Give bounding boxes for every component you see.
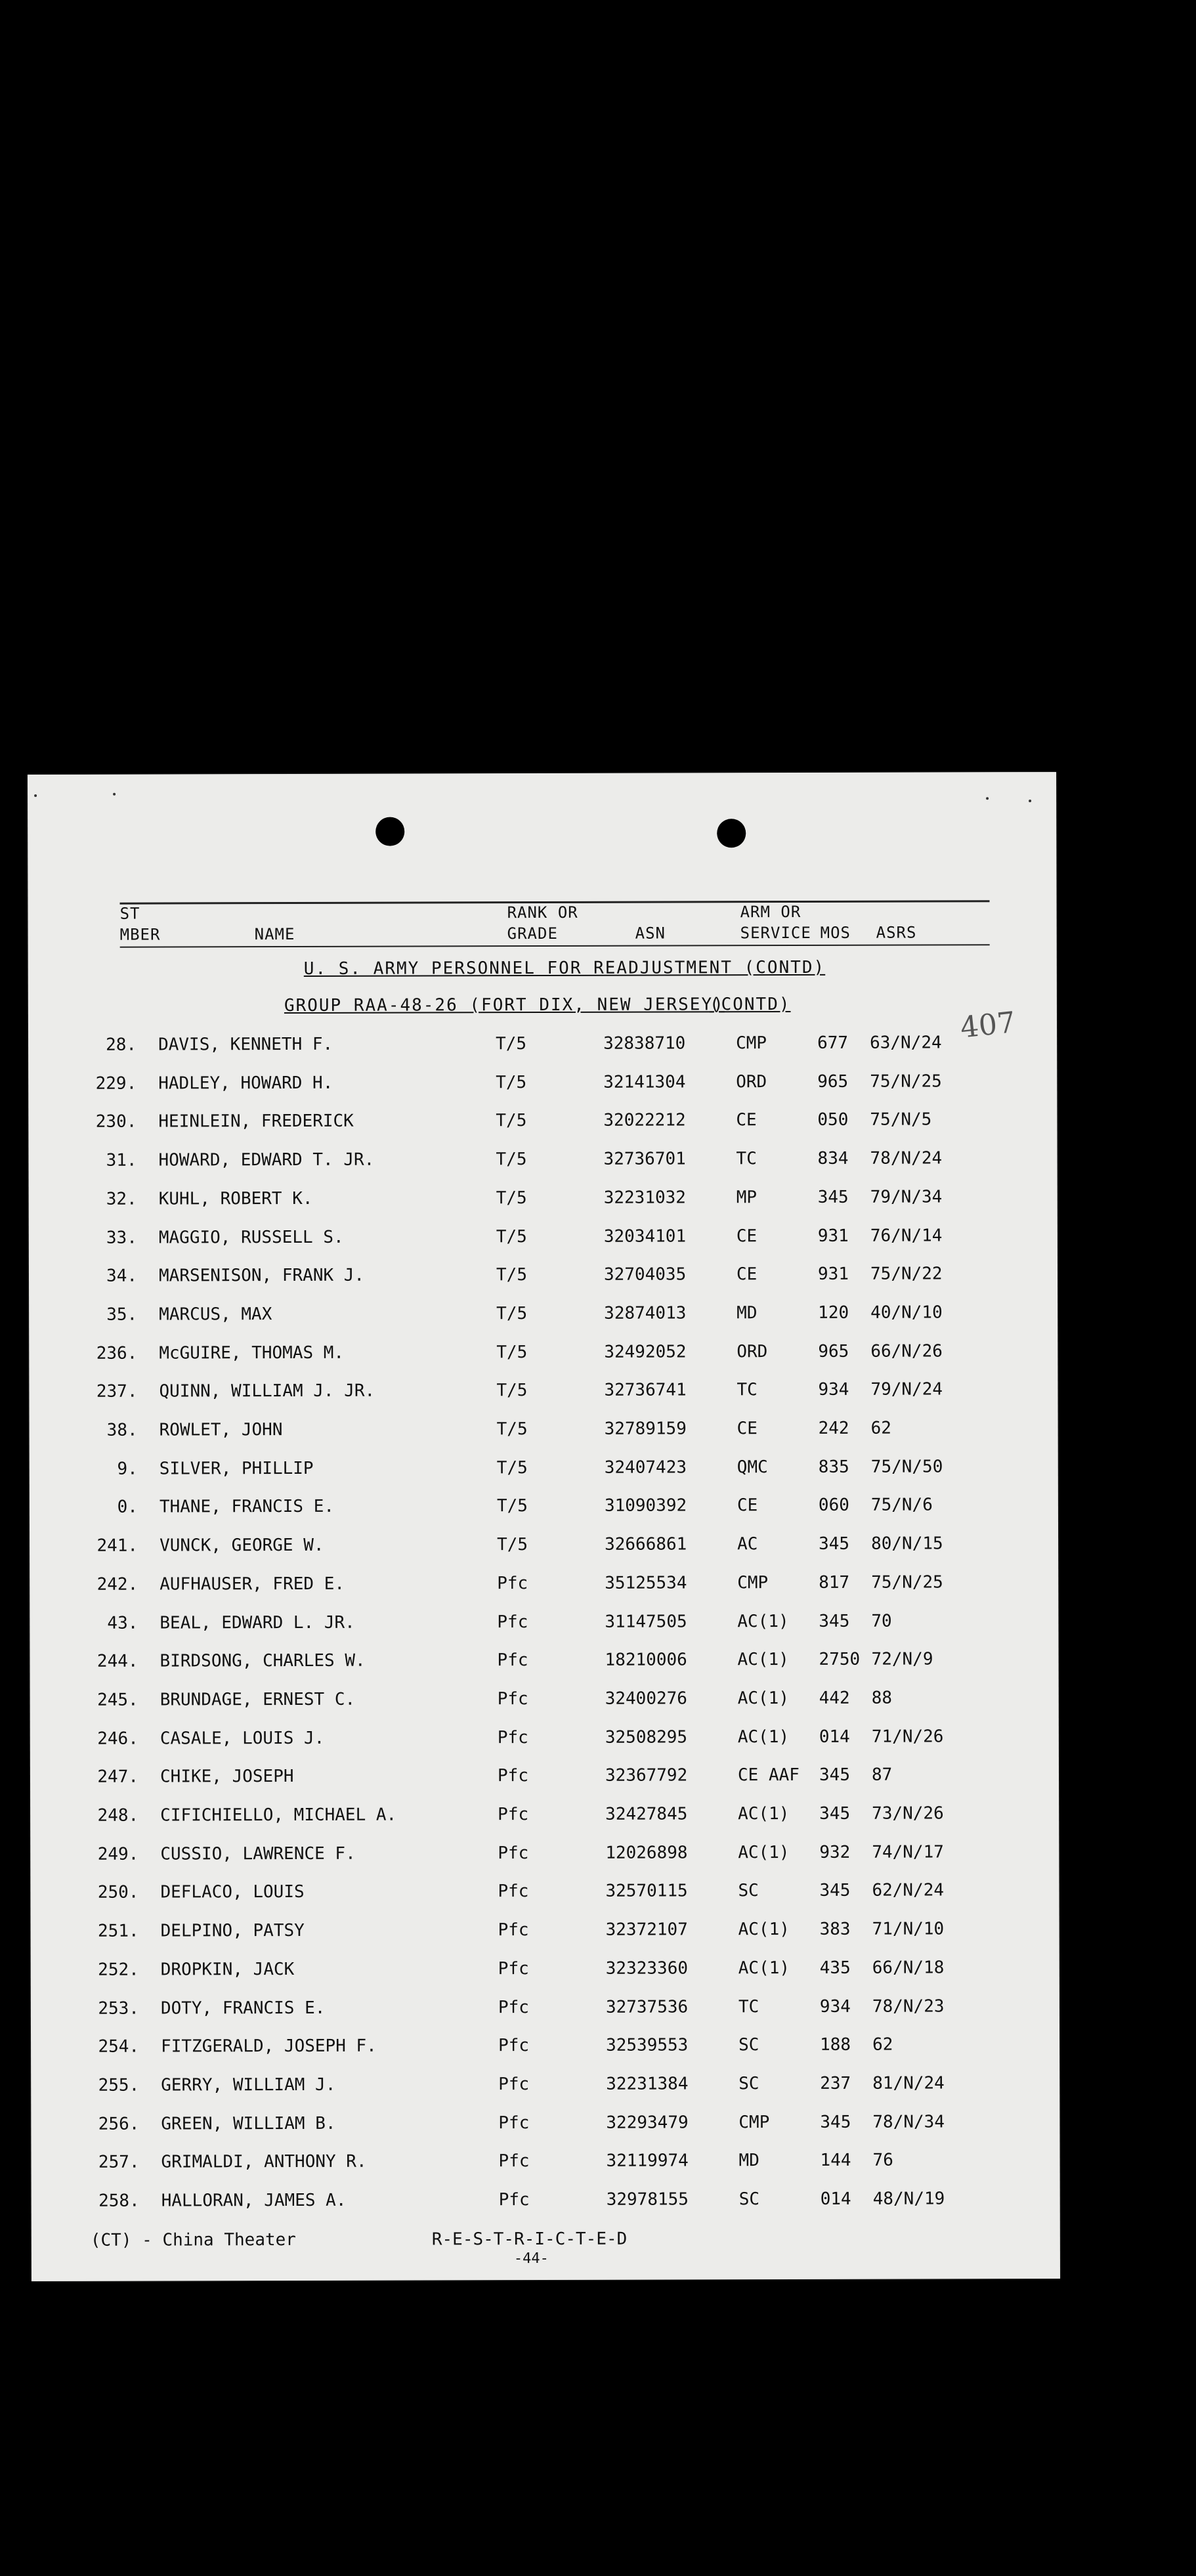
entry-mos: 120 [818,1302,849,1323]
entry-grade: T/5 [496,1381,528,1401]
entry-asrs: 72/N/9 [871,1649,933,1669]
entry-mos: 060 [818,1495,849,1516]
entry-asn: 32231384 [606,2074,689,2094]
entry-mos: 188 [820,2034,851,2055]
table-row [30,1610,1058,1639]
entry-mos: 345 [819,1611,850,1631]
entry-name: KUHL, ROBERT K. [158,1188,313,1209]
entry-name: HOWARD, EDWARD T. JR. [158,1149,375,1170]
entry-name: CHIKE, JOSEPH [160,1767,294,1787]
entry-service: TC [736,1149,757,1169]
entry-mos: 345 [819,1534,850,1554]
entry-name: BIRDSONG, CHARLES W. [160,1650,366,1671]
table-row [31,2112,1059,2141]
entry-service: SC [738,2189,760,2210]
table-row [28,1071,1057,1100]
entry-grade: T/5 [496,1496,528,1516]
table-row [31,2034,1059,2063]
entry-asn: 32874013 [604,1303,687,1323]
entry-name: GERRY, WILLIAM J. [161,2074,336,2095]
entry-asn: 35125534 [605,1573,687,1593]
entry-grade: Pfc [497,1688,528,1709]
col-grade-header-line2: GRADE [507,924,558,943]
entry-mos: 237 [820,2073,851,2093]
entry-asn: 32231032 [603,1188,686,1208]
entry-number: 43. [107,1613,139,1633]
entry-asrs: 75/N/22 [870,1264,943,1284]
entry-number: 251. [97,1921,139,1941]
speck [34,794,37,797]
entry-mos: 345 [819,1881,851,1901]
entry-asrs: 76 [872,2150,893,2170]
entry-asn: 32367792 [605,1765,688,1786]
entry-name: DROPKIN, JACK [160,1959,295,1980]
entry-mos: 932 [819,1842,851,1862]
entry-mos: 834 [817,1148,849,1169]
table-row [28,1033,1057,1062]
entry-grade: Pfc [498,1881,529,1902]
table-row [29,1379,1057,1408]
header-bottom-rule [120,944,990,947]
entry-asrs: 78/N/34 [872,2111,945,2132]
entry-number: 35. [106,1304,138,1325]
entry-asn: 32119974 [606,2151,689,2172]
entry-name: MARCUS, MAX [159,1304,272,1325]
entry-asn: 32141304 [603,1072,686,1092]
entry-name: MARSENISON, FRANK J. [158,1265,365,1286]
entry-mos: 442 [819,1688,850,1708]
entry-service: CMP [738,2112,770,2132]
table-row [30,1727,1059,1755]
entry-asrs: 78/N/23 [872,1996,945,2017]
entry-asrs: 62/N/24 [872,1880,945,1901]
entry-service: AC(1) [738,1920,790,1940]
entry-service: AC(1) [737,1650,789,1670]
table-row [30,1572,1058,1601]
entry-grade: Pfc [497,1766,529,1786]
entry-service: AC(1) [738,1804,790,1824]
entry-asn: 12026898 [605,1843,688,1863]
entry-name: BEAL, EDWARD L. JR. [160,1612,355,1633]
entry-asn: 32407423 [604,1457,687,1478]
entry-number: 230. [95,1112,137,1132]
table-row [29,1187,1057,1216]
entry-service: CMP [737,1572,769,1593]
entry-number: 236. [96,1343,138,1363]
entry-asn: 32400276 [605,1688,687,1709]
col-name-header: NAME [254,924,295,944]
entry-mos: 242 [818,1418,849,1438]
entry-grade: T/5 [496,1265,528,1285]
footer-page-number: -44- [513,2250,549,2267]
entry-asrs: 66/N/18 [872,1958,945,1978]
punch-hole-left [375,817,404,846]
entry-service: SC [738,1881,759,1901]
entry-asn: 32704035 [603,1264,687,1285]
col-asrs-header: ASRS [876,923,917,942]
entry-grade: T/5 [496,1149,527,1170]
entry-grade: Pfc [498,2036,530,2056]
entry-asrs: 75/N/25 [870,1071,942,1092]
entry-grade: Pfc [497,1573,528,1593]
entry-grade: Pfc [498,2074,530,2095]
entry-mos: 050 [817,1110,849,1130]
table-row [30,1880,1059,1909]
entry-service: CE [736,1226,758,1246]
document-title: U. S. ARMY PERSONNEL FOR READJUSTMENT (CONTD) [303,957,826,979]
entry-grade: T/5 [496,1419,528,1440]
table-row [31,2073,1059,2102]
punch-hole-right [717,819,746,848]
col-grade-header-line1: RANK OR [507,903,578,922]
entry-name: MAGGIO, RUSSELL S. [158,1227,344,1248]
entry-asn: 32570115 [605,1881,688,1902]
entry-service: ORD [736,1071,767,1092]
entry-asn: 32293479 [606,2113,689,2133]
entry-asn: 32666861 [605,1534,687,1555]
entry-name: CASALE, LOUIS J. [160,1728,325,1749]
entry-mos: 677 [817,1033,849,1053]
entry-number: 241. [96,1535,139,1556]
entry-service: ORD [737,1341,768,1362]
col-asn-header: ASN [635,924,666,943]
entry-service: SC [738,2035,759,2055]
entry-service: CE [737,1495,758,1516]
entry-grade: Pfc [498,1958,529,1979]
entry-name: HALLORAN, JAMES A. [161,2190,347,2211]
table-row [30,1457,1058,1486]
entry-asn: 32022212 [603,1110,686,1131]
entry-asn: 18210006 [605,1650,687,1670]
entry-service: AC(1) [737,1688,790,1709]
entry-asn: 32034101 [603,1226,687,1247]
entry-name: QUINN, WILLIAM J. JR. [159,1381,375,1402]
entry-asn: 31147505 [605,1611,687,1632]
entry-mos: 965 [818,1341,849,1362]
table-row [30,1765,1059,1793]
entry-name: AUFHAUSER, FRED E. [160,1574,345,1595]
speck [1029,800,1031,802]
entry-grade: T/5 [496,1072,527,1092]
entry-number: 253. [98,1998,139,2019]
entry-number: 245. [97,1690,139,1710]
entry-asrs: 88 [871,1688,893,1708]
entry-number: 38. [106,1420,138,1440]
entry-service: AC(1) [738,1842,790,1862]
table-row [30,1495,1058,1524]
table-row [28,1148,1057,1177]
table-row [30,1842,1059,1871]
entry-name: BRUNDAGE, ERNEST C. [160,1689,356,1710]
group-title: GROUP RAA-48-26 (FORT DIX, NEW JERSEY) [284,995,725,1016]
entry-grade: Pfc [497,1650,528,1671]
entry-grade: T/5 [496,1342,528,1362]
entry-mos: 2750 [819,1649,861,1670]
entry-number: 33. [106,1228,137,1248]
entry-number: 9. [117,1459,138,1479]
entry-asn: 32427845 [605,1804,688,1824]
entry-asrs: 62 [870,1418,891,1438]
entry-number: 32. [106,1189,137,1209]
entry-grade: T/5 [496,1034,527,1054]
entry-service: TC [737,1380,758,1400]
entry-grade: T/5 [497,1535,528,1555]
entry-mos: 014 [820,2189,851,2209]
table-row [31,1996,1059,2025]
group-title-contd: (CONTD) [709,995,791,1015]
entry-grade: Pfc [497,1612,528,1632]
entry-number: 242. [96,1574,139,1595]
col-number-header-line2: MBER [119,925,161,944]
entry-grade: Pfc [498,1805,529,1825]
entry-service: CE [737,1419,758,1439]
entry-service: AC [737,1534,758,1555]
entry-asrs: 87 [871,1765,893,1785]
entry-number: 31. [106,1150,137,1170]
entry-mos: 965 [817,1071,849,1092]
entry-asrs: 79/N/34 [870,1187,943,1207]
entry-mos: 345 [820,2112,851,2132]
entry-asn: 32323360 [605,1958,689,1979]
entry-service: AC(1) [737,1727,790,1747]
entry-number: 237. [96,1381,138,1402]
entry-mos: 835 [818,1457,849,1477]
entry-asrs: 81/N/24 [872,2073,945,2093]
entry-asrs: 40/N/10 [870,1302,943,1323]
entry-number: 254. [98,2036,140,2057]
entry-service: MD [737,1303,758,1323]
entry-grade: T/5 [496,1226,527,1247]
entry-name: HEINLEIN, FREDERICK [158,1111,354,1132]
entry-service: CE [736,1264,758,1285]
table-row [30,1688,1059,1717]
entry-asn: 32539553 [606,2035,689,2055]
entry-name: DAVIS, KENNETH F. [158,1034,333,1055]
entry-asn: 32838710 [603,1033,686,1054]
entry-asrs: 80/N/15 [871,1534,943,1554]
entry-grade: Pfc [498,1920,529,1941]
table-row [30,1418,1058,1447]
entry-asn: 32736701 [603,1149,686,1169]
entry-asn: 32978155 [606,2189,689,2210]
col-number-header-line1: ST [119,904,140,923]
footer-classification: R-E-S-T-R-I-C-T-E-D [431,2229,628,2250]
entry-asrs: 75/N/5 [870,1109,932,1130]
entry-service: QMC [737,1457,768,1477]
entry-asrs: 70 [871,1611,892,1631]
table-row [29,1264,1057,1293]
entry-service: AC(1) [738,1958,790,1979]
entry-name: SILVER, PHILLIP [159,1458,314,1479]
entry-mos: 817 [819,1572,850,1593]
table-row [31,1958,1059,1986]
entry-name: DEFLACO, LOUIS [160,1882,305,1902]
entry-service: TC [738,1996,759,2017]
entry-asrs: 63/N/24 [870,1033,942,1053]
speck [113,793,116,796]
entry-asrs: 66/N/26 [870,1341,943,1362]
entry-mos: 934 [819,1996,851,2017]
entry-name: FITZGERALD, JOSEPH F. [161,2036,377,2057]
document-page [28,772,1060,2281]
entry-grade: Pfc [498,2151,530,2172]
entry-service: CE [736,1110,757,1130]
entry-grade: T/5 [496,1111,527,1131]
table-row [29,1302,1057,1331]
entry-grade: Pfc [497,1727,528,1748]
entry-grade: Pfc [498,1843,529,1863]
entry-asrs: 73/N/26 [872,1803,944,1824]
entry-number: 256. [98,2114,140,2134]
table-row [30,1803,1059,1832]
entry-grade: T/5 [496,1457,528,1478]
entry-grade: T/5 [496,1303,528,1324]
entry-mos: 014 [819,1727,850,1747]
entry-asrs: 78/N/24 [870,1148,943,1169]
entry-asrs: 76/N/14 [870,1225,943,1246]
table-row [31,2150,1059,2179]
entry-mos: 931 [817,1226,849,1246]
entry-number: 0. [117,1497,138,1518]
entry-asrs: 62 [872,2034,893,2055]
entry-number: 255. [98,2075,140,2095]
entry-number: 246. [97,1728,139,1749]
entry-mos: 931 [817,1264,849,1285]
entry-asn: 32508295 [605,1727,688,1748]
entry-number: 249. [97,1844,139,1864]
entry-number: 252. [98,1960,139,1980]
entry-mos: 435 [819,1958,851,1978]
entry-mos: 934 [818,1380,849,1400]
entry-name: DELPINO, PATSY [160,1921,305,1941]
entry-asn: 31090392 [604,1495,687,1516]
entry-asn: 32737536 [605,1996,689,2017]
entry-asrs: 75/N/25 [871,1572,943,1593]
entry-service: SC [738,2074,759,2094]
entry-asn: 32492052 [604,1342,687,1362]
entry-mos: 383 [819,1919,851,1939]
table-row [30,1534,1058,1562]
speck [986,797,989,800]
entry-grade: T/5 [496,1188,527,1208]
entry-number: 257. [98,2152,140,2173]
entry-grade: Pfc [498,2113,530,2133]
entry-name: CIFICHIELLO, MICHAEL A. [160,1805,397,1826]
table-row [31,1919,1059,1948]
entry-name: GRIMALDI, ANTHONY R. [161,2152,367,2172]
entry-name: ROWLET, JOHN [159,1420,283,1440]
entry-asrs: 75/N/6 [870,1495,933,1516]
table-row [32,2189,1060,2218]
entry-asrs: 48/N/19 [872,2189,945,2209]
entry-number: 229. [95,1073,137,1094]
entry-service: CE AAF [737,1765,800,1786]
entry-asrs: 79/N/24 [870,1379,943,1400]
entry-service: CMP [736,1033,767,1054]
entry-name: GREEN, WILLIAM B. [161,2113,336,2134]
entry-name: VUNCK, GEORGE W. [160,1535,324,1556]
entry-asn: 32736741 [604,1380,687,1401]
entry-name: CUSSIO, LAWRENCE F. [160,1843,356,1864]
entry-number: 34. [106,1266,138,1286]
col-mos-header: MOS [820,923,851,942]
entry-mos: 345 [819,1803,851,1824]
col-svc-header-line2: SERVICE [740,923,811,943]
table-row [28,1109,1057,1138]
table-row [29,1341,1057,1370]
entry-service: AC(1) [737,1611,789,1631]
entry-mos: 144 [820,2151,851,2171]
entry-service: MD [738,2151,759,2171]
entry-name: DOTY, FRANCIS E. [160,1998,326,2019]
table-row [29,1225,1057,1254]
entry-grade: Pfc [498,2190,530,2210]
entry-asrs: 71/N/26 [871,1727,944,1747]
entry-asrs: 75/N/50 [870,1457,943,1477]
entry-asn: 32789159 [604,1419,687,1439]
entry-number: 250. [97,1883,139,1903]
entry-grade: Pfc [498,1997,529,2017]
handwritten-page-number: 407 [958,1005,1017,1045]
entry-number: 28. [106,1035,137,1055]
entry-name: McGUIRE, THOMAS M. [159,1342,345,1363]
entry-name: THANE, FRANCIS E. [159,1497,335,1517]
entry-number: 258. [98,2191,140,2211]
col-svc-header-line1: ARM OR [740,902,801,922]
entry-number: 244. [96,1651,139,1671]
entry-mos: 345 [819,1765,851,1786]
entry-number: 247. [97,1767,139,1788]
entry-asrs: 71/N/10 [872,1919,945,1939]
table-row [30,1649,1058,1678]
entry-service: MP [736,1187,758,1208]
entry-mos: 345 [817,1187,849,1207]
footer-legend: (CT) - China Theater [90,2229,296,2250]
entry-number: 248. [97,1805,139,1826]
entry-asrs: 74/N/17 [872,1842,944,1862]
entry-asn: 32372107 [605,1920,688,1940]
entry-name: HADLEY, HOWARD H. [158,1073,333,1094]
